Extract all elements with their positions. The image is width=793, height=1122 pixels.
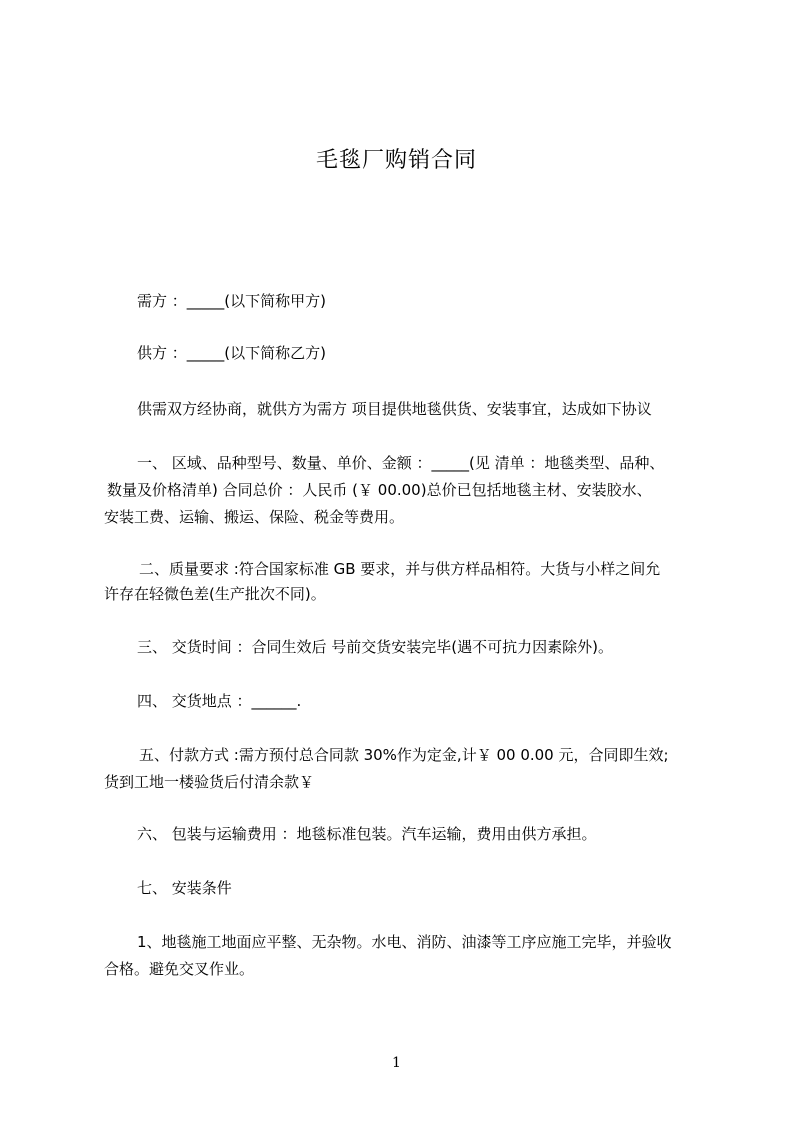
intro-paragraph: 供需双方经协商，就供方为需方 项目提供地毯供货、安装事宜，达成如下协议	[137, 400, 652, 418]
clause-7-heading: 七、 安装条件	[137, 879, 232, 897]
clause-2-line-2: 许存在轻微色差(生产批次不同)。	[104, 585, 326, 603]
clause-1-line-2: 数量及价格清单) 合同总价 ：人民币 (￥ 00.00)总价已包括地毯主材、安装胶水、	[107, 481, 652, 499]
clause-5-line-2: 货到工地一楼验货后付清余款￥	[104, 773, 315, 791]
clause-1-line-3: 安装工费、运输、搬运、保险、税金等费用。	[104, 508, 405, 526]
demander-line: 需方 ：_____(以下简称甲方)	[137, 292, 326, 310]
page-number: 1	[392, 1055, 401, 1071]
clause-3: 三、 交货时间 ：合同生效后 号前交货安装完毕(遇不可抗力因素除外)。	[137, 638, 614, 656]
supplier-line: 供方 ：_____(以下简称乙方)	[137, 344, 326, 362]
clause-2-line-1: 二、质量要求 :符合国家标准 GB 要求，并与供方样品相符。大货与小样之间允	[139, 560, 661, 578]
clause-4: 四、 交货地点 ：______.	[137, 692, 302, 710]
clause-7-item-1-line-1: 1、地毯施工地面应平整、无杂物。水电、消防、油漆等工序应施工完毕，并验收	[137, 933, 672, 951]
document-title: 毛毯厂购销合同	[315, 148, 477, 173]
clause-1-line-1: 一、 区域、品种型号、数量、单价、金额 ：_____(见 清单 ：地毯类型、品种、	[137, 454, 665, 472]
clause-7-item-1-line-2: 合格。避免交叉作业。	[104, 960, 255, 978]
clause-5-line-1: 五、付款方式 :需方预付总合同款 30%作为定金,计￥ 00 0.00 元，合同即生效;	[139, 746, 669, 764]
clause-6: 六、 包装与运输费用 ：地毯标准包装。汽车运输，费用由供方承担。	[137, 825, 597, 843]
